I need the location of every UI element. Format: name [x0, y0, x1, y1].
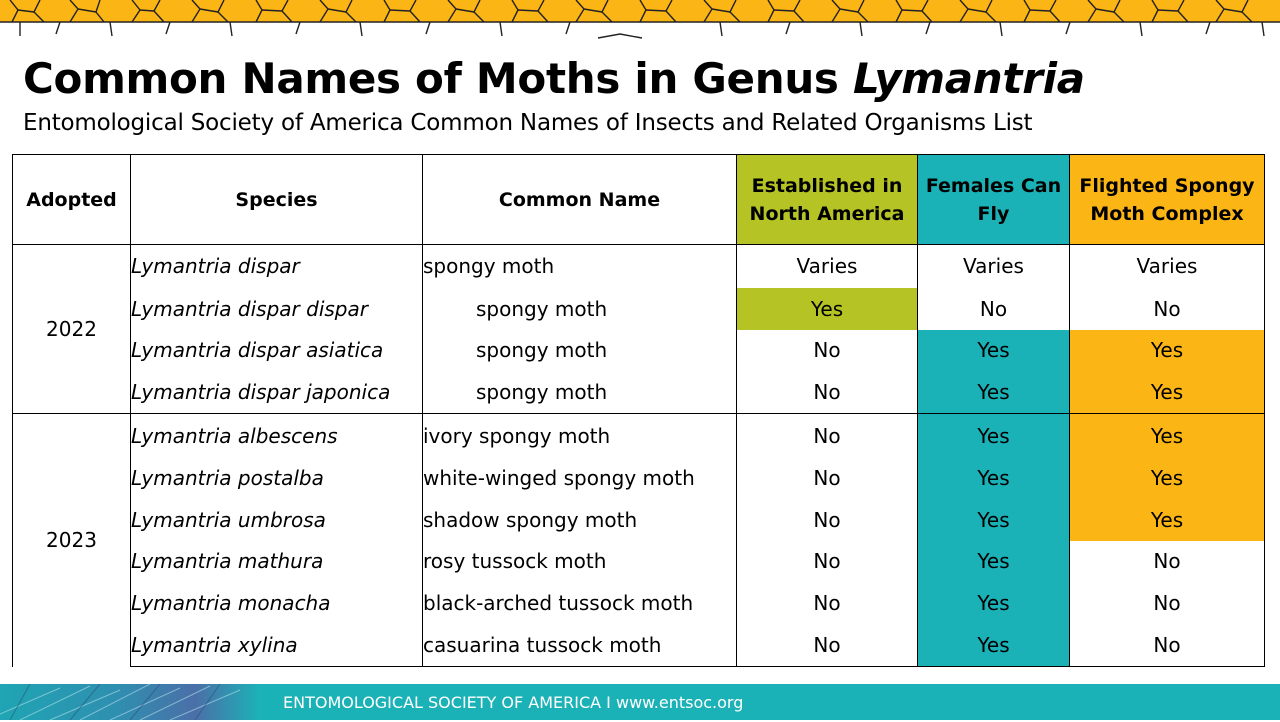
table-row	[13, 371, 1265, 413]
common-name-cell: spongy moth	[423, 371, 737, 413]
top-banner-honeycomb	[0, 0, 1280, 40]
females-fly-cell: Yes	[918, 371, 1070, 413]
table-row	[13, 499, 1265, 541]
table-row	[13, 457, 1265, 499]
flighted-cell: Yes	[1070, 499, 1265, 541]
table-row	[13, 288, 1265, 330]
species-cell: Lymantria dispar	[131, 245, 423, 288]
species-cell: Lymantria dispar japonica	[131, 371, 423, 413]
table-row	[13, 245, 1265, 288]
females-fly-cell: Yes	[918, 457, 1070, 499]
footer-bar	[0, 684, 1280, 720]
table-row	[13, 414, 1265, 457]
moth-names-table	[12, 154, 1265, 667]
table-header-row	[13, 155, 1265, 245]
flighted-cell: No	[1070, 582, 1265, 624]
established-cell: No	[737, 330, 918, 372]
species-cell: Lymantria dispar asiatica	[131, 330, 423, 372]
title-text: Common Names of Moths in Genus	[23, 54, 853, 103]
flighted-cell: No	[1070, 624, 1265, 666]
flighted-cell: No	[1070, 288, 1265, 330]
established-cell: No	[737, 582, 918, 624]
flighted-cell: Varies	[1070, 245, 1265, 288]
flighted-cell: Yes	[1070, 457, 1265, 499]
header-females-fly: Females Can Fly	[918, 155, 1070, 245]
table-row	[13, 582, 1265, 624]
adopted-year: 2022	[13, 245, 131, 414]
common-name-cell: casuarina tussock moth	[423, 624, 737, 666]
established-cell: No	[737, 371, 918, 413]
adopted-year: 2023	[13, 414, 131, 667]
flighted-cell: Yes	[1070, 330, 1265, 372]
common-name-cell: white-winged spongy moth	[423, 457, 737, 499]
species-cell: Lymantria dispar dispar	[131, 288, 423, 330]
females-fly-cell: Yes	[918, 499, 1070, 541]
females-fly-cell: Yes	[918, 414, 1070, 457]
species-cell: Lymantria mathura	[131, 541, 423, 583]
common-name-cell: shadow spongy moth	[423, 499, 737, 541]
common-name-cell: spongy moth	[423, 245, 737, 288]
page-subtitle: Entomological Society of America Common Names of Insects and Related Organisms List	[23, 110, 1033, 136]
common-name-cell: black-arched tussock moth	[423, 582, 737, 624]
established-cell: No	[737, 414, 918, 457]
common-name-cell: rosy tussock moth	[423, 541, 737, 583]
flighted-cell: Yes	[1070, 371, 1265, 413]
species-cell: Lymantria xylina	[131, 624, 423, 666]
common-name-cell: spongy moth	[423, 330, 737, 372]
group-2023	[13, 414, 1265, 667]
flighted-cell: No	[1070, 541, 1265, 583]
established-cell: No	[737, 541, 918, 583]
species-cell: Lymantria postalba	[131, 457, 423, 499]
table-row	[13, 330, 1265, 372]
table-row	[13, 624, 1265, 666]
header-species: Species	[131, 155, 423, 245]
species-cell: Lymantria monacha	[131, 582, 423, 624]
females-fly-cell: Yes	[918, 541, 1070, 583]
header-established: Established in North America	[737, 155, 918, 245]
females-fly-cell: Yes	[918, 582, 1070, 624]
common-name-cell: ivory spongy moth	[423, 414, 737, 457]
females-fly-cell: Varies	[918, 245, 1070, 288]
header-flighted-complex: Flighted Spongy Moth Complex	[1070, 155, 1265, 245]
females-fly-cell: Yes	[918, 624, 1070, 666]
common-name-cell: spongy moth	[423, 288, 737, 330]
title-genus: Lymantria	[852, 54, 1085, 103]
females-fly-cell: Yes	[918, 330, 1070, 372]
header-common-name: Common Name	[423, 155, 737, 245]
group-2022	[13, 245, 1265, 414]
established-cell: No	[737, 499, 918, 541]
established-cell: Varies	[737, 245, 918, 288]
table-row	[13, 541, 1265, 583]
species-cell: Lymantria albescens	[131, 414, 423, 457]
page-title	[23, 52, 1085, 106]
established-cell: Yes	[737, 288, 918, 330]
established-cell: No	[737, 624, 918, 666]
footer-wing-texture	[0, 684, 260, 720]
females-fly-cell: No	[918, 288, 1070, 330]
header-adopted: Adopted	[13, 155, 131, 245]
footer-text: ENTOMOLOGICAL SOCIETY OF AMERICA I www.entsoc.org	[283, 693, 744, 712]
established-cell: No	[737, 457, 918, 499]
flighted-cell: Yes	[1070, 414, 1265, 457]
species-cell: Lymantria umbrosa	[131, 499, 423, 541]
